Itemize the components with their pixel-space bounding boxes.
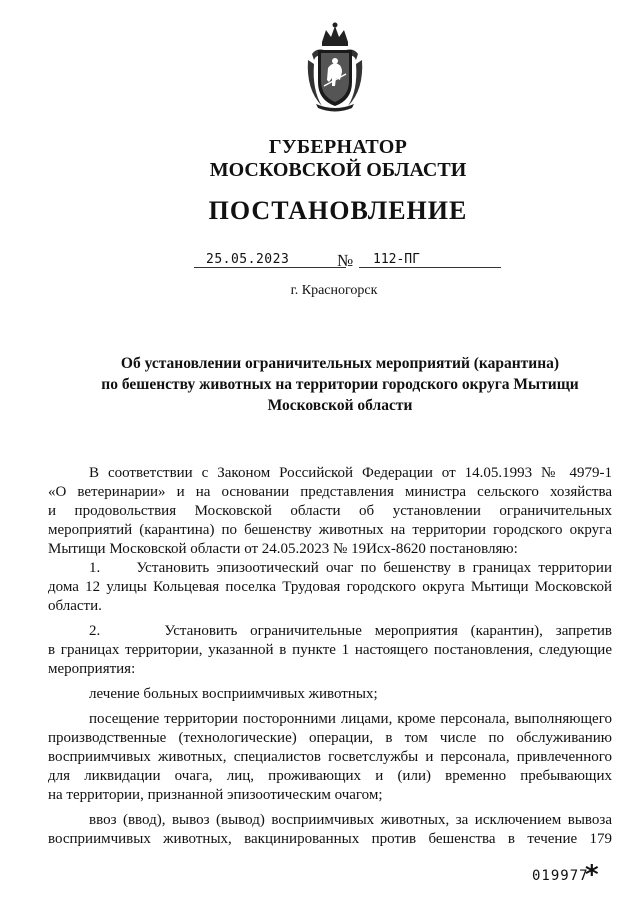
paragraph-preamble	[48, 464, 612, 559]
text-line: мероприятий (карантина) по бешенству животных на территории городского округа	[48, 522, 612, 538]
document-heading	[60, 353, 620, 416]
document-body	[48, 464, 612, 849]
text-line: посещение территории посторонними лицами, кроме персонала, выполняющего	[89, 711, 612, 727]
authority-title-line1: ГУБЕРНАТОР	[268, 136, 408, 158]
text-line: в границах территории, указанной в пункте 1 настоящего постановления, следующие	[48, 642, 612, 658]
authority-title-line2: МОСКОВСКОЙ ОБЛАСТИ	[209, 159, 467, 181]
text-line: восприимчивых животных, вакцинированных против бешенства в течение 179	[48, 831, 612, 847]
number-sign: №	[337, 251, 354, 270]
document-number: 112-ПГ	[359, 252, 501, 268]
paragraph-restriction-1	[48, 685, 612, 704]
text-line: мероприятия:	[48, 661, 136, 677]
heading-line: по бешенству животных на территории городского округа Мытищи	[101, 376, 579, 393]
text-line: на территории, признанной эпизоотическим очагом;	[48, 787, 383, 803]
text-line: ввоз (ввод), вывоз (вывод) восприимчивых животных, за исключением вывоза	[89, 812, 612, 828]
paragraph-restriction-2	[48, 710, 612, 805]
text-line: 1. Установить эпизоотический очаг по бешенству в границах территории	[89, 560, 612, 576]
text-line: области.	[48, 598, 102, 614]
text-line: «О ветеринарии» и на основании представления министра сельского хозяйства	[48, 484, 612, 500]
text-line: производственные (технологические) операции, в том числе по обслуживанию	[48, 730, 612, 746]
paragraph-restriction-3	[48, 811, 612, 849]
document-date: 25.05.2023	[194, 252, 346, 268]
document-type-title: ПОСТАНОВЛЕНИЕ	[208, 196, 468, 225]
text-line: Мытищи Московской области от 24.05.2023 № 19Исх-8620 постановляю:	[48, 541, 518, 557]
paragraph-item-1	[48, 559, 612, 616]
text-line: восприимчивых животных, специалистов госветслужбы и персонала, привлеченного	[48, 749, 612, 765]
moscow-oblast-coat-of-arms-icon	[302, 20, 368, 112]
text-line: В соответствии с Законом Российской Федерации от 14.05.1993 № 4979-1	[89, 465, 612, 481]
text-line: дома 12 улицы Кольцевая поселка Трудовая городского округа Мытищи Московской	[48, 579, 612, 595]
text-line: лечение больных восприимчивых животных;	[89, 686, 378, 702]
text-line: и продовольствия Московской области об установлении ограничительных	[48, 503, 612, 519]
registration-number: 019977	[532, 868, 589, 884]
city-name: г. Красногорск	[290, 283, 378, 298]
heading-line: Московской области	[267, 397, 413, 414]
paragraph-item-2	[48, 622, 612, 679]
asterisk-mark: *	[585, 860, 599, 890]
text-line: для ликвидации очага, лиц, проживающих и (или) временно пребывающих	[48, 768, 612, 784]
heading-line: Об установлении ограничительных мероприятий (карантина)	[120, 355, 560, 372]
text-line: 2. Установить ограничительные мероприятия (карантин), запретив	[89, 623, 612, 639]
